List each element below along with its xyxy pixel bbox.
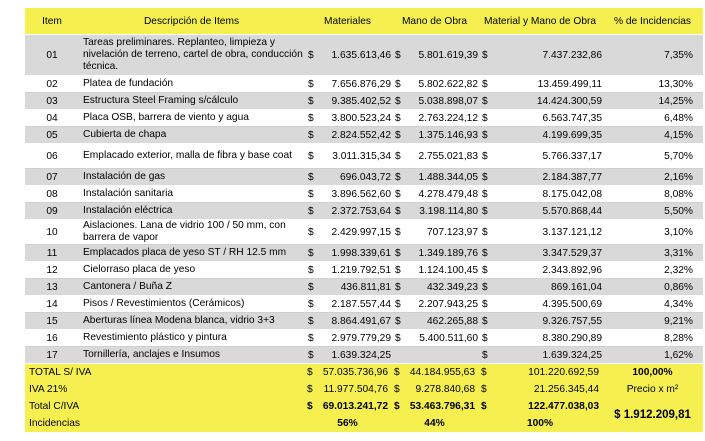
item-mano-de-obra: $ 1.349.189,76	[391, 245, 478, 262]
table-row	[25, 279, 703, 296]
item-number: 13	[25, 279, 79, 296]
item-number: 07	[25, 169, 79, 186]
total-sin-iva-pct: 100,00%	[602, 364, 703, 381]
table-header-row	[25, 8, 703, 35]
item-materiales: $ 1.998.339,61	[304, 245, 391, 262]
item-incidencia: 8,28%	[602, 330, 703, 347]
item-incidencia: 7,35%	[602, 35, 703, 76]
item-materiales: $ 1.639.324,25	[304, 347, 391, 364]
item-incidencia: 4,34%	[602, 296, 703, 313]
item-total: $ 2.343.892,96	[478, 262, 602, 279]
total-con-iva-mano-de-obra: $ 53.463.796,31	[391, 398, 478, 415]
total-con-iva-total: $ 122.477.038,03	[478, 398, 602, 415]
item-number: 14	[25, 296, 79, 313]
item-total: $ 4.199.699,35	[478, 127, 602, 144]
item-mano-de-obra: $ 2.763.224,12	[391, 110, 478, 127]
item-mano-de-obra: $ 4.278.479,48	[391, 186, 478, 203]
item-total: $ 5.570.868,44	[478, 203, 602, 220]
item-description: Cubierta de chapa	[79, 127, 304, 144]
iva-mano-de-obra: $ 9.278.840,68	[391, 381, 478, 398]
table-row	[25, 245, 703, 262]
item-number: 03	[25, 93, 79, 110]
iva-materiales: $ 11.977.504,76	[304, 381, 391, 398]
incidencias-mano-de-obra: 44%	[391, 415, 478, 432]
table-row	[25, 127, 703, 144]
item-number: 15	[25, 313, 79, 330]
total-con-iva-row	[25, 398, 703, 415]
item-incidencia: 8,08%	[602, 186, 703, 203]
precio-m2-label: Precio x m²	[602, 381, 703, 398]
item-incidencia: 4,15%	[602, 127, 703, 144]
total-sin-iva-row	[25, 364, 703, 381]
item-mano-de-obra: $ 2.207.943,25	[391, 296, 478, 313]
table-row	[25, 169, 703, 186]
item-description: Emplacado exterior, malla de fibra y base coat	[79, 144, 304, 169]
table-row	[25, 347, 703, 364]
table-row	[25, 35, 703, 76]
table-row	[25, 220, 703, 245]
item-mano-de-obra: $ 5.400.511,60	[391, 330, 478, 347]
item-number: 10	[25, 220, 79, 245]
item-total: $ 13.459.499,11	[478, 76, 602, 93]
item-number: 04	[25, 110, 79, 127]
item-total: $ 8.175.042,08	[478, 186, 602, 203]
item-incidencia: 5,70%	[602, 144, 703, 169]
total-sin-iva-materiales: $ 57.035.736,96	[304, 364, 391, 381]
item-materiales: $ 1.635.613,46	[304, 35, 391, 76]
item-materiales: $ 2.979.779,29	[304, 330, 391, 347]
item-total: $ 9.326.757,55	[478, 313, 602, 330]
iva-total: $ 21.256.345,44	[478, 381, 602, 398]
item-materiales: $ 696.043,72	[304, 169, 391, 186]
total-sin-iva-label: TOTAL S/ IVA	[25, 364, 304, 381]
table-row	[25, 203, 703, 220]
item-mano-de-obra: $ 462.265,88	[391, 313, 478, 330]
item-mano-de-obra: $ 5.801.619,39	[391, 35, 478, 76]
item-materiales: $ 8.864.491,67	[304, 313, 391, 330]
total-sin-iva-mano-de-obra: $ 44.184.955,63	[391, 364, 478, 381]
item-description: Emplacados placa de yeso ST / RH 12.5 mm	[79, 245, 304, 262]
item-number: 16	[25, 330, 79, 347]
incidencias-total: 100%	[478, 415, 602, 432]
item-incidencia: 2,32%	[602, 262, 703, 279]
item-materiales: $ 1.219.792,51	[304, 262, 391, 279]
item-number: 06	[25, 144, 79, 169]
item-total: $ 3.347.529,37	[478, 245, 602, 262]
incidencias-label: Incidencias	[25, 415, 304, 432]
item-total: $ 869.161,04	[478, 279, 602, 296]
item-number: 11	[25, 245, 79, 262]
item-total: $ 1.639.324,25	[478, 347, 602, 364]
item-incidencia: 6,48%	[602, 110, 703, 127]
item-incidencia: 3,31%	[602, 245, 703, 262]
item-number: 17	[25, 347, 79, 364]
header-materiales: Materiales	[304, 8, 391, 35]
item-incidencia: 5,50%	[602, 203, 703, 220]
item-materiales: $ 2.372.753,64	[304, 203, 391, 220]
item-number: 01	[25, 35, 79, 76]
item-description: Instalación sanitaria	[79, 186, 304, 203]
table-row	[25, 313, 703, 330]
header-material-y-mano-de-obra: Material y Mano de Obra	[478, 8, 602, 35]
item-mano-de-obra	[391, 347, 478, 364]
item-materiales: $ 3.896.562,60	[304, 186, 391, 203]
item-incidencia: 2,16%	[602, 169, 703, 186]
total-sin-iva-total: $ 101.220.692,59	[478, 364, 602, 381]
item-incidencia: 9,21%	[602, 313, 703, 330]
item-mano-de-obra: $ 432.349,23	[391, 279, 478, 296]
item-description: Platea de fundación	[79, 76, 304, 93]
table-row	[25, 110, 703, 127]
incidencias-materiales: 56%	[304, 415, 391, 432]
item-incidencia: 0,86%	[602, 279, 703, 296]
precio-m2-value: $ 1.912.209,81	[602, 398, 703, 432]
item-description: Pisos / Revestimientos (Cerámicos)	[79, 296, 304, 313]
item-description: Instalación eléctrica	[79, 203, 304, 220]
item-materiales: $ 2.824.552,42	[304, 127, 391, 144]
item-materiales: $ 7.656.876,29	[304, 76, 391, 93]
table-row	[25, 144, 703, 169]
item-mano-de-obra: $ 2.755.021,83	[391, 144, 478, 169]
item-total: $ 7.437.232,86	[478, 35, 602, 76]
item-incidencia: 14,25%	[602, 93, 703, 110]
totals-section	[25, 364, 703, 432]
item-mano-de-obra: $ 1.124.100,45	[391, 262, 478, 279]
item-incidencia: 3,10%	[602, 220, 703, 245]
table-row	[25, 186, 703, 203]
item-mano-de-obra: $ 707.123,97	[391, 220, 478, 245]
item-mano-de-obra: $ 1.488.344,05	[391, 169, 478, 186]
item-number: 05	[25, 127, 79, 144]
item-description: Aberturas línea Modena blanca, vidrio 3+3	[79, 313, 304, 330]
item-materiales: $ 2.429.997,15	[304, 220, 391, 245]
budget-table-container	[25, 8, 703, 432]
item-mano-de-obra: $ 5.038.898,07	[391, 93, 478, 110]
item-mano-de-obra: $ 3.198.114,80	[391, 203, 478, 220]
item-incidencia: 13,30%	[602, 76, 703, 93]
item-description: Placa OSB, barrera de viento y agua	[79, 110, 304, 127]
budget-table	[25, 8, 703, 432]
total-con-iva-label: Total C/IVA	[25, 398, 304, 415]
item-description: Instalación de gas	[79, 169, 304, 186]
item-number: 08	[25, 186, 79, 203]
table-row	[25, 93, 703, 110]
header-descripcion: Descripción de Items	[79, 8, 304, 35]
iva-label: IVA 21%	[25, 381, 304, 398]
table-row	[25, 330, 703, 347]
item-total: $ 6.563.747,35	[478, 110, 602, 127]
total-con-iva-materiales: $ 69.013.241,72	[304, 398, 391, 415]
item-total: $ 5.766.337,17	[478, 144, 602, 169]
item-materiales: $ 3.011.315,34	[304, 144, 391, 169]
table-row	[25, 296, 703, 313]
item-description: Aislaciones. Lana de vidrio 100 / 50 mm, con barrera de vapor	[79, 220, 304, 245]
table-row	[25, 76, 703, 93]
item-description: Revestimiento plástico y pintura	[79, 330, 304, 347]
header-incidencias: % de Incidencias	[602, 8, 703, 35]
item-total: $ 4.395.500,69	[478, 296, 602, 313]
item-description: Estructura Steel Framing s/cálculo	[79, 93, 304, 110]
item-materiales: $ 3.800.523,24	[304, 110, 391, 127]
item-mano-de-obra: $ 1.375.146,93	[391, 127, 478, 144]
item-materiales: $ 9.385.402,52	[304, 93, 391, 110]
item-total: $ 14.424.300,59	[478, 93, 602, 110]
item-total: $ 8.380.290,89	[478, 330, 602, 347]
item-number: 12	[25, 262, 79, 279]
item-mano-de-obra: $ 5.802.622,82	[391, 76, 478, 93]
item-total: $ 3.137.121,12	[478, 220, 602, 245]
item-materiales: $ 2.187.557,44	[304, 296, 391, 313]
header-mano-de-obra: Mano de Obra	[391, 8, 478, 35]
item-incidencia: 1,62%	[602, 347, 703, 364]
table-row	[25, 262, 703, 279]
header-item: Item	[25, 8, 79, 35]
item-description: Tornillería, anclajes e Insumos	[79, 347, 304, 364]
item-number: 02	[25, 76, 79, 93]
iva-row	[25, 381, 703, 398]
incidencias-row	[25, 415, 703, 432]
item-description: Cantonera / Buña Z	[79, 279, 304, 296]
item-number: 09	[25, 203, 79, 220]
item-total: $ 2.184.387,77	[478, 169, 602, 186]
item-description: Cielorraso placa de yeso	[79, 262, 304, 279]
item-materiales: $ 436.811,81	[304, 279, 391, 296]
item-description: Tareas preliminares. Replanteo, limpieza y nivelación de terreno, cartel de obra, conducción técnica.	[79, 35, 304, 76]
